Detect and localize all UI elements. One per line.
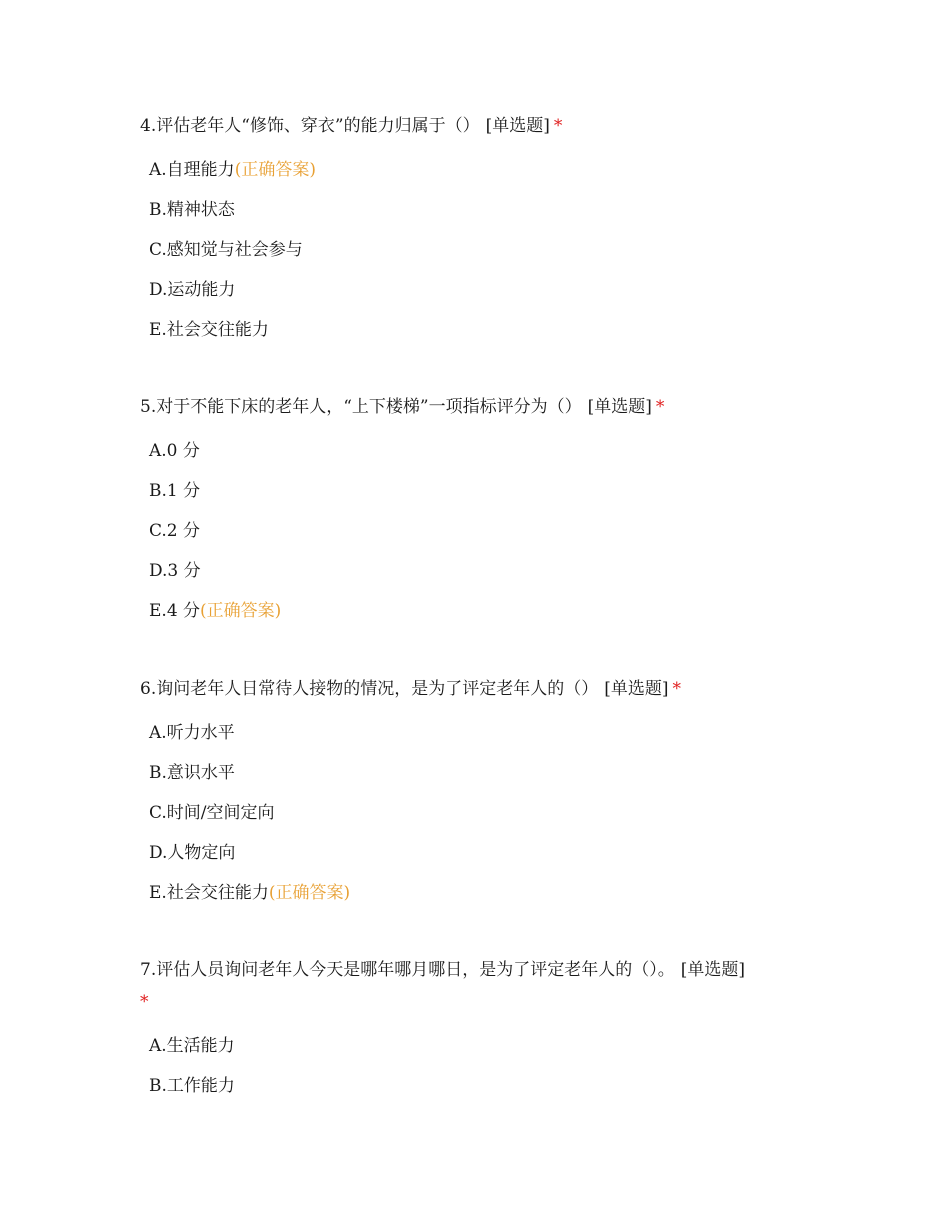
option-e[interactable] [149, 591, 820, 631]
question-text: 5.对于不能下床的老年人，“上下楼梯”一项指标评分为（） [140, 397, 582, 417]
option-a[interactable] [149, 713, 820, 753]
option-a[interactable] [149, 150, 820, 190]
option-b[interactable] [149, 471, 820, 511]
required-mark: * [655, 397, 665, 417]
option-list [140, 431, 820, 631]
option-e[interactable] [149, 873, 820, 913]
option-e[interactable] [149, 310, 820, 350]
option-c[interactable] [149, 793, 820, 833]
option-label: C.2 分 [149, 521, 201, 541]
required-mark: * [553, 116, 563, 136]
question-type-label: [单选题] [485, 116, 550, 136]
required-mark: * [672, 679, 681, 699]
option-a[interactable] [149, 1026, 820, 1066]
question-text: 6.询问老年人日常待人接物的情况，是为了评定老年人的（） [140, 679, 599, 699]
option-label: E.社会交往能力 [149, 883, 269, 903]
option-a[interactable] [149, 431, 820, 471]
option-c[interactable] [149, 230, 820, 270]
question-title [140, 110, 820, 142]
option-b[interactable] [149, 1066, 820, 1106]
option-b[interactable] [149, 190, 820, 230]
required-mark: * [140, 992, 149, 1012]
option-label: B.精神状态 [149, 200, 235, 220]
option-label: A.生活能力 [149, 1036, 235, 1056]
option-label: D.人物定向 [149, 843, 236, 863]
question-type-label: [单选题] [604, 679, 669, 699]
option-label: E.社会交往能力 [149, 320, 269, 340]
question-5 [140, 391, 820, 631]
option-label: A.自理能力 [149, 160, 235, 180]
option-label: D.3 分 [149, 561, 201, 581]
option-list [140, 1026, 820, 1106]
option-label: C.时间/空间定向 [149, 803, 275, 823]
option-label: A.0 分 [149, 441, 200, 461]
option-list [140, 713, 820, 913]
correct-answer-tag: (正确答案) [268, 883, 351, 903]
question-type-label: [单选题] [680, 960, 745, 980]
question-type-label: [单选题] [587, 397, 652, 417]
correct-answer-tag: (正确答案) [200, 601, 282, 621]
option-b[interactable] [149, 753, 820, 793]
option-label: B.工作能力 [149, 1076, 235, 1096]
option-d[interactable] [149, 833, 820, 873]
question-6 [140, 673, 820, 913]
question-7 [140, 954, 820, 1106]
option-label: E.4 分 [149, 601, 201, 621]
question-title [140, 391, 820, 423]
option-label: C.感知觉与社会参与 [149, 240, 303, 260]
question-title [140, 954, 820, 1018]
question-text: 4.评估老年人“修饰、穿衣”的能力归属于（） [140, 116, 480, 136]
option-label: D.运动能力 [149, 280, 236, 300]
option-label: B.1 分 [149, 481, 201, 501]
option-list [140, 150, 820, 350]
correct-answer-tag: (正确答案) [234, 160, 316, 180]
option-c[interactable] [149, 511, 820, 551]
option-label: B.意识水平 [149, 763, 235, 783]
option-d[interactable] [149, 270, 820, 310]
question-title [140, 673, 820, 705]
question-text: 7.评估人员询问老年人今天是哪年哪月哪日，是为了评定老年人的（）。 [140, 960, 675, 980]
question-4 [140, 110, 820, 350]
option-d[interactable] [149, 551, 820, 591]
option-label: A.听力水平 [149, 723, 235, 743]
